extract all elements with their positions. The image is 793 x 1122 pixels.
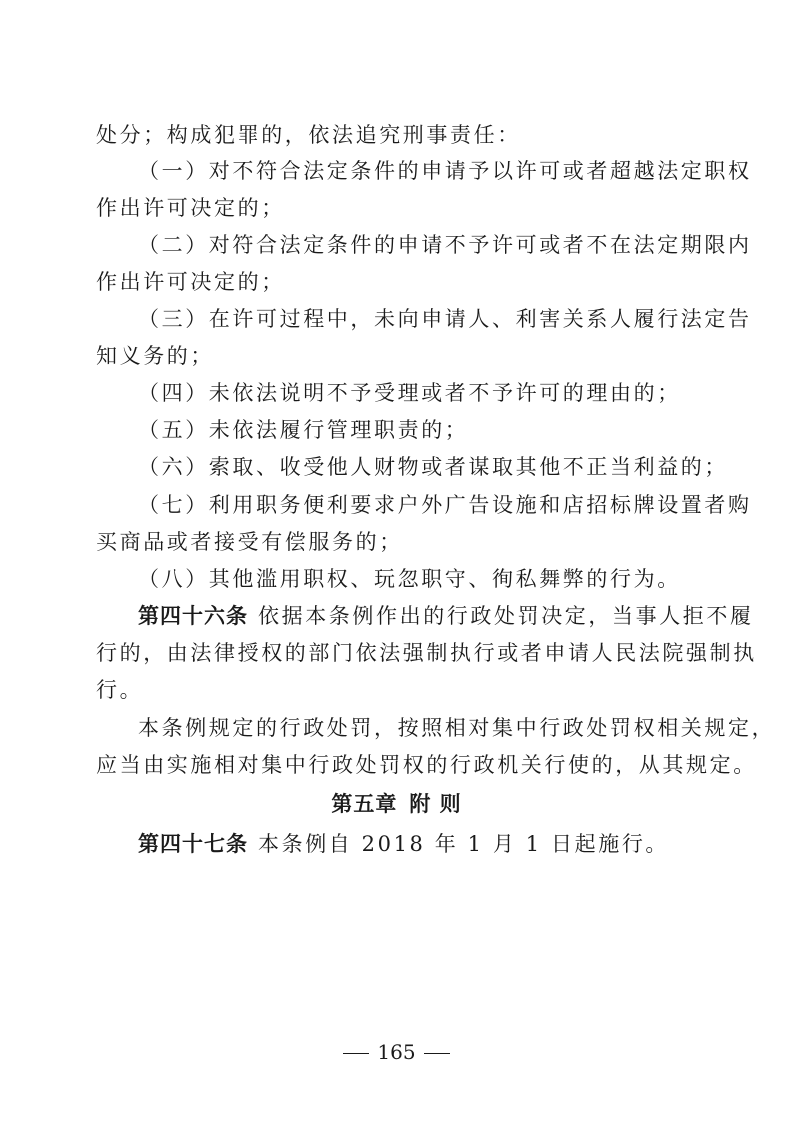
- article-47-paragraph: [138, 829, 669, 859]
- list-item-8: （八）其他滥用职权、玩忽职守、徇私舞弊的行为。: [138, 567, 681, 591]
- article-46-text: 依据本条例作出的行政处罚决定，当事人拒不履: [258, 604, 754, 628]
- list-item-5: （五）未依法履行管理职责的；: [138, 418, 469, 442]
- list-item-4: （四）未依法说明不予受理或者不予许可的理由的；: [138, 381, 681, 405]
- list-item-2: （二）对符合法定条件的申请不予许可或者不在法定期限内: [138, 233, 752, 257]
- page-footer: [0, 1039, 793, 1065]
- text-line: 行。: [96, 678, 144, 702]
- footer-dash-right: [424, 1053, 450, 1054]
- article-47-text: 本条例自 2018 年 1 月 1 日起施行。: [258, 832, 670, 856]
- text-line: 作出许可决定的；: [96, 270, 285, 294]
- chapter-title: 附 则: [409, 792, 462, 816]
- list-item-6: （六）索取、收受他人财物或者谋取其他不正当利益的；: [138, 455, 728, 479]
- article-46-heading: 第四十六条: [138, 604, 248, 628]
- chapter-number: 第五章: [331, 792, 398, 816]
- article-47-heading: 第四十七条: [138, 832, 248, 856]
- text-line: 应当由实施相对集中行政处罚权的行政机关行使的，从其规定。: [96, 753, 757, 777]
- list-item-7: （七）利用职务便利要求户外广告设施和店招标牌设置者购: [138, 493, 752, 517]
- page-number: 165: [377, 1040, 416, 1064]
- list-item-3: （三）在许可过程中，未向申请人、利害关系人履行法定告: [138, 307, 752, 331]
- text-line: 作出许可决定的；: [96, 196, 285, 220]
- text-line: 知义务的；: [96, 344, 214, 368]
- text-line: 行的，由法律授权的部门依法强制执行或者申请人民法院强制执: [96, 641, 757, 665]
- chapter-heading: [0, 789, 793, 819]
- text-line: 买商品或者接受有偿服务的；: [96, 530, 403, 554]
- footer-dash-left: [343, 1053, 369, 1054]
- paragraph-line: 本条例规定的行政处罚，按照相对集中行政处罚权相关规定，: [138, 716, 776, 740]
- article-46-paragraph: [138, 601, 754, 631]
- text-line: 处分；构成犯罪的，依法追究刑事责任：: [96, 123, 521, 147]
- list-item-1: （一）对不符合法定条件的申请予以许可或者超越法定职权: [138, 159, 752, 183]
